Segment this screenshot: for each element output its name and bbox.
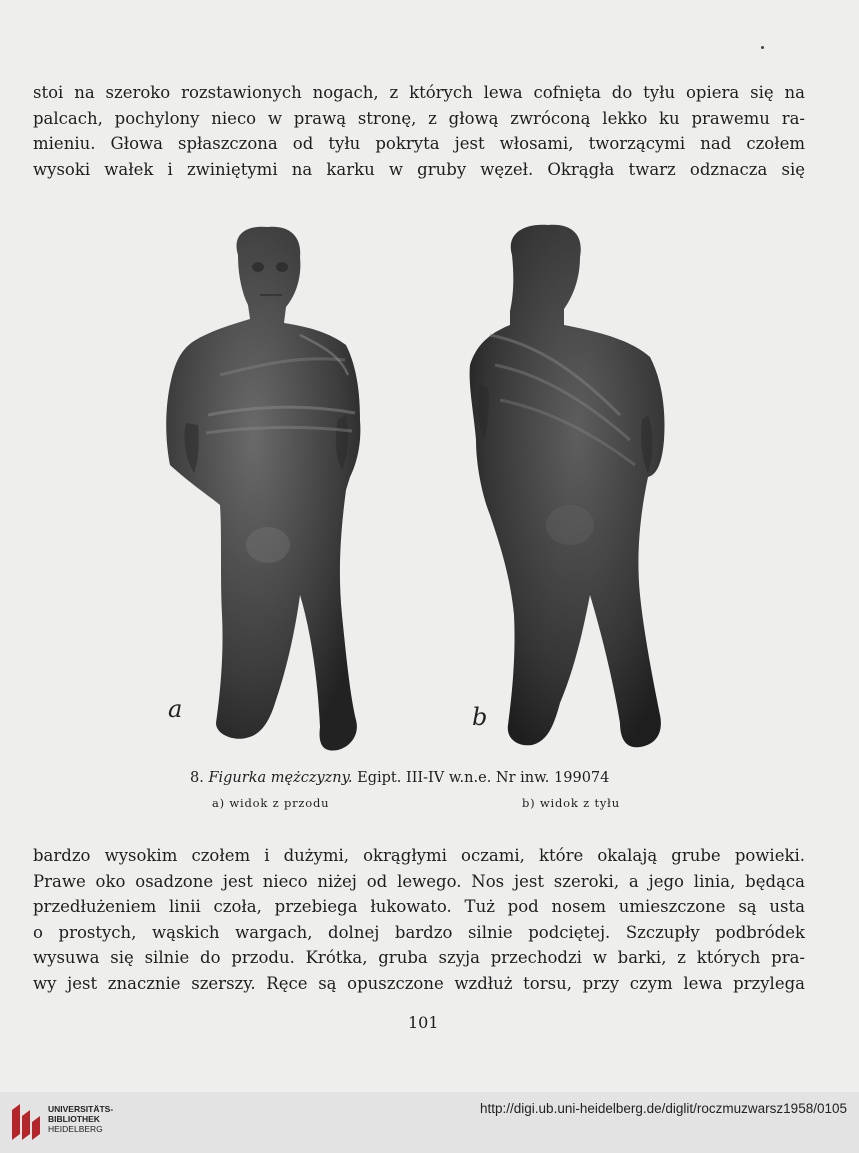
top-paragraph (33, 80, 805, 182)
text-line: bardzo wysokim czołem i dużymi, okrągłymi oczami, które okalają grube powieki. (33, 846, 805, 865)
figure-label-b: b (472, 703, 488, 731)
text-line: wysuwa się silnie do przodu. Krótka, gruba szyja przechodzi w barki, z których pra- (33, 948, 805, 967)
library-name: UNIVERSITÄTS- BIBLIOTHEK HEIDELBERG (48, 1104, 114, 1134)
digitization-footer (0, 1092, 859, 1153)
speck (761, 46, 764, 49)
text-line: palcach, pochylony nieco w prawą stronę, z głową zwróconą lekko ku prawemu ra- (33, 108, 805, 128)
caption-details: Egipt. III-IV w.n.e. Nr inw. 199074 (357, 770, 610, 786)
text-line: mieniu. Głowa spłaszczona od tyłu pokryta jest włosami, tworzącymi nad czołem (33, 134, 805, 153)
page-number: 101 (408, 1013, 439, 1032)
subcaption-front: a) widok z przodu (212, 796, 330, 810)
text-line: przedłużeniem linii czoła, przebiega łukowato. Tuż pod nosem umieszczone są usta (33, 897, 805, 916)
caption-title: Figurka mężczyzny. (208, 770, 353, 786)
text-line: stoi na szeroko rozstawionych nogach, z których lewa cofnięta do tyłu opiera się na (33, 83, 805, 102)
figurine-front-view (166, 227, 360, 751)
text-line: wysoki wałek i zwiniętymi na karku w gruby węzeł. Okrągła twarz odznacza się (33, 159, 805, 179)
text-line: wy jest znacznie szerszy. Ręce są opuszczone wzdłuż torsu, przy czym lewa przylega (33, 973, 805, 993)
figure-caption (190, 770, 670, 786)
source-url-link[interactable]: http://digi.ub.uni-heidelberg.de/diglit/roczmuzwarsz1958/0105 (480, 1101, 847, 1116)
university-library-logo-icon[interactable] (10, 1102, 44, 1142)
figurine-photograph (150, 215, 710, 760)
figure-label-a: a (168, 695, 183, 723)
text-line: o prostych, wąskich wargach, dolnej bardzo silnie podciętej. Szczupły podbródek (33, 922, 805, 942)
bottom-paragraph (33, 843, 805, 996)
caption-number: 8. (190, 770, 204, 786)
figurine-back-view (470, 225, 665, 747)
subcaption-back: b) widok z tyłu (522, 796, 620, 810)
text-line: Prawe oko osadzone jest nieco niżej od lewego. Nos jest szeroki, a jego linia, będąca (33, 871, 805, 891)
